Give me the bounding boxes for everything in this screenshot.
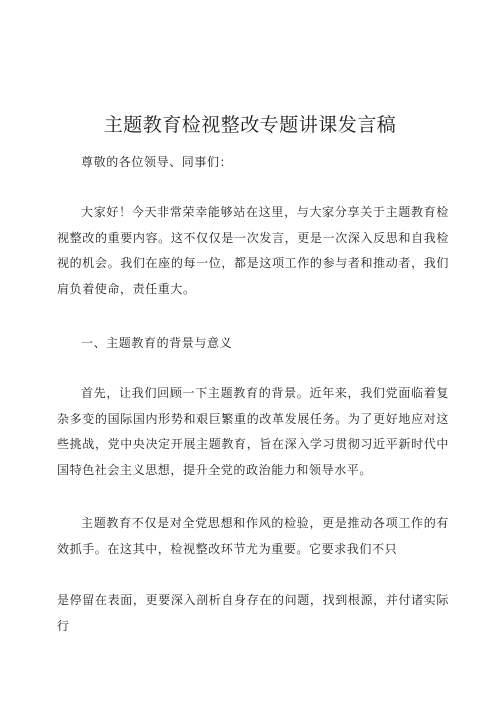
section-heading: 一、主题教育的背景与意义: [81, 336, 233, 350]
paragraph-background: 首先，让我们回顾一下主题教育的背景。近年来，我们党面临着复杂多变的国际国内形势和艰巨繁重的改革发展任务。为了更好地应对这些挑战，党中央决定开展主题教育，旨在深入学习贯彻习近平新时代中国特色社会主义思想，提升全党的政治能力和领导水平。: [57, 386, 449, 477]
paragraph-intro: 大家好！今天非常荣幸能够站在这里，与大家分享关于主题教育检视整改的重要内容。这不仅仅是一次发言，更是一次深入反思和自我检视的机会。我们在座的每一位，都是这项工作的参与者和推动者，我们肩负着使命，责任重大。: [57, 205, 449, 296]
paragraph-significance: 主题教育不仅是对全党思想和作风的检验，更是推动各项工作的有效抓手。在这其中，检视整改环节尤为重要。它要求我们不只: [57, 516, 449, 556]
greeting-line: 尊敬的各位领导、同事们：: [81, 155, 233, 169]
document-title: 主题教育检视整改专题讲课发言稿: [103, 113, 397, 136]
paragraph-continuation: 是停留在表面，更要深入剖析自身存在的问题，找到根源，并付诸实际行: [57, 593, 449, 633]
